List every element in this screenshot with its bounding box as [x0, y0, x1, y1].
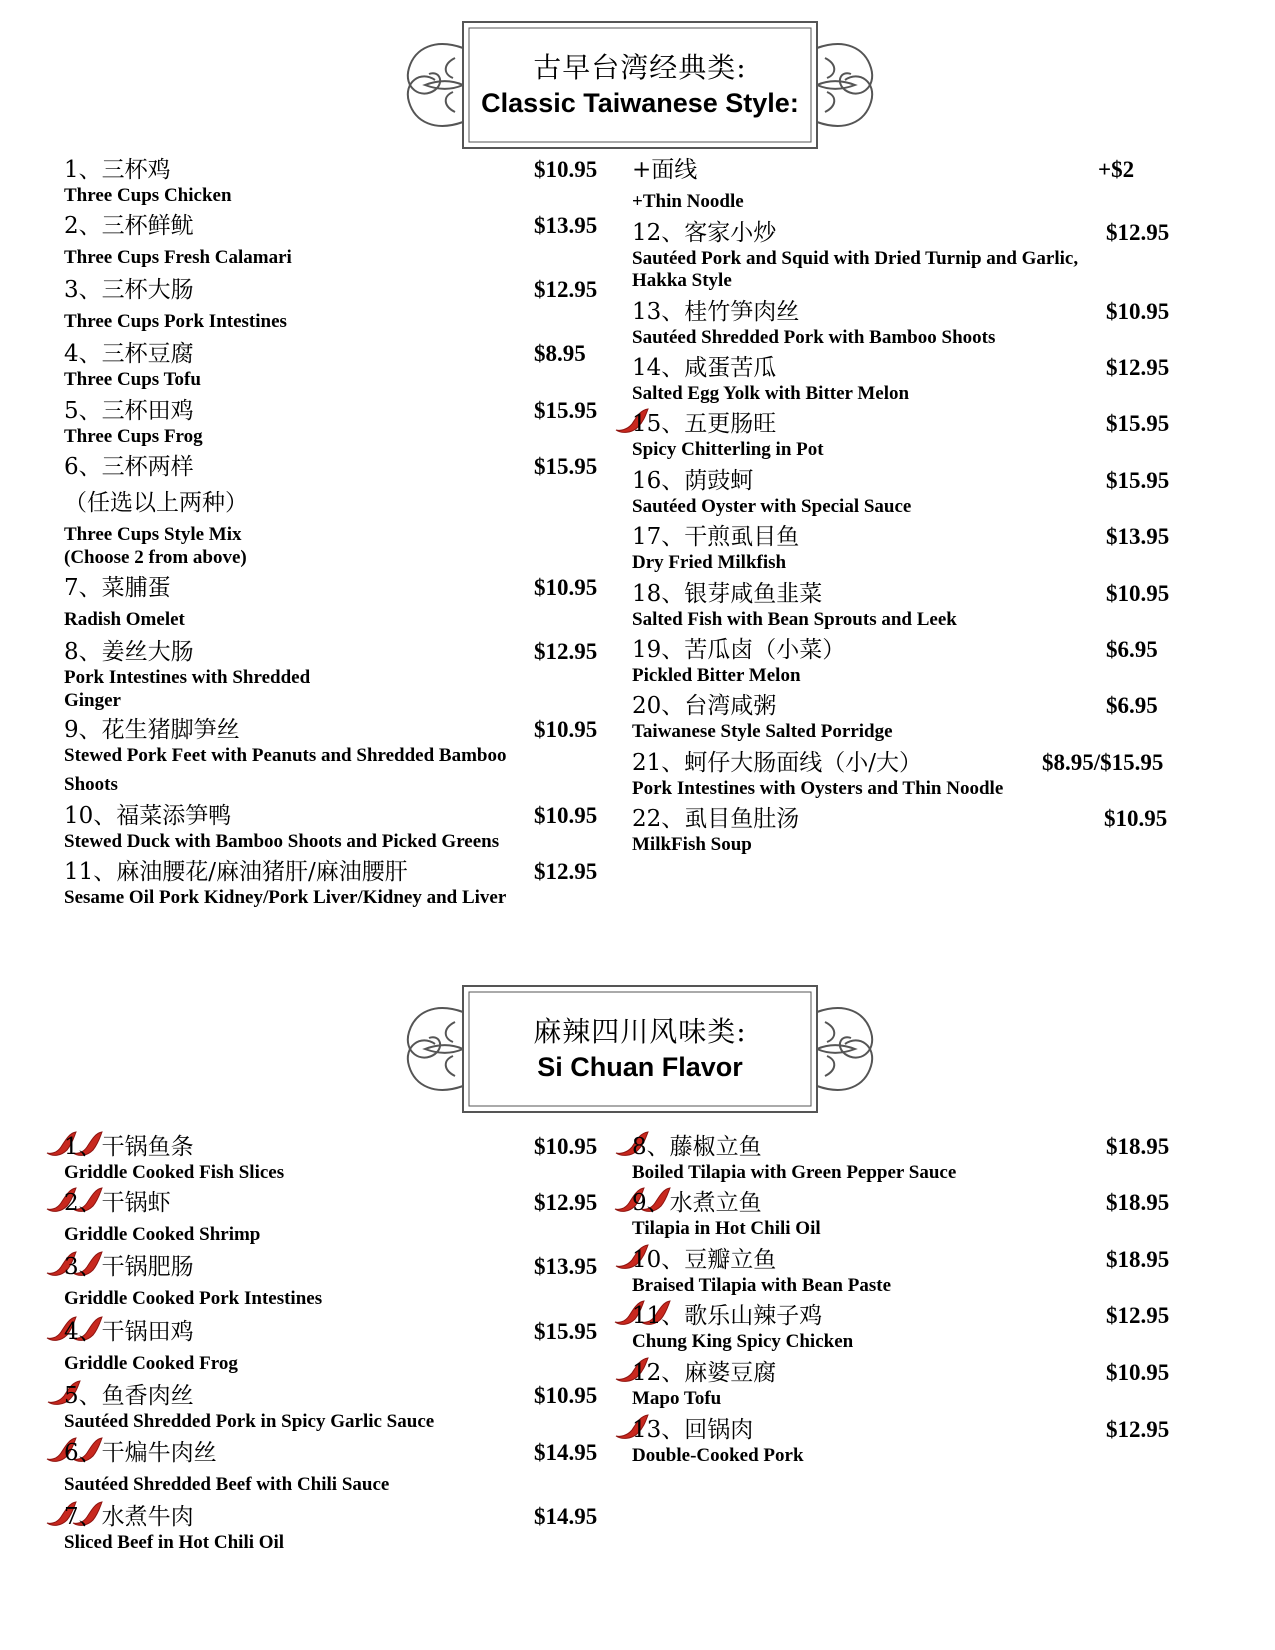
item-name-zh: 18、银芽咸鱼韭菜 — [632, 581, 823, 607]
item-name-zh: 20、台湾咸粥 — [632, 693, 777, 719]
item-name-zh: 9、花生猪脚笋丝 — [64, 717, 240, 743]
item-name-zh: 3、干锅肥肠 — [64, 1254, 194, 1280]
item-price: $12.95 — [1106, 220, 1170, 245]
item-name-zh: 8、姜丝大肠 — [64, 639, 194, 665]
item-name-en: MilkFish Soup — [632, 834, 752, 855]
section-banner — [395, 982, 885, 1116]
item-price: $13.95 — [1106, 524, 1170, 549]
item-price: $18.95 — [1106, 1134, 1170, 1159]
item-name-en: Three Cups Chicken — [64, 185, 232, 206]
item-price: $10.95 — [534, 157, 598, 182]
item-name-en: Salted Egg Yolk with Bitter Melon — [632, 383, 910, 404]
item-price: +$2 — [1098, 157, 1135, 182]
item-name-zh: 12、麻婆豆腐 — [632, 1360, 777, 1386]
item-price: $12.95 — [534, 859, 598, 884]
item-name-zh: 5、鱼香肉丝 — [64, 1383, 194, 1409]
item-name-zh: 22、虱目鱼肚汤 — [632, 806, 800, 832]
item-price: $10.95 — [534, 1134, 598, 1159]
item-name-en: Three Cups Style Mix — [64, 524, 242, 545]
item-name-en: Sesame Oil Pork Kidney/Pork Liver/Kidney and Liver — [64, 887, 507, 908]
item-name-zh: 10、福菜添笋鸭 — [64, 803, 232, 829]
item-price: $12.95 — [1106, 1417, 1170, 1442]
item-price: $10.95 — [534, 803, 598, 828]
item-name-en: Sautéed Shredded Pork in Spicy Garlic Sauce — [64, 1411, 435, 1432]
item-price: $15.95 — [1106, 468, 1170, 493]
item-name-en: Griddle Cooked Fish Slices — [64, 1162, 285, 1183]
item-price: $10.95 — [1106, 299, 1170, 324]
item-name-en-cont: Shoots — [64, 774, 118, 795]
item-name-en-cont: Hakka Style — [632, 270, 732, 291]
item-price: $8.95/$15.95 — [1042, 750, 1164, 775]
item-name-zh: 7、菜脯蛋 — [64, 575, 171, 601]
item-name-en: Pork Intestines with Oysters and Thin Noodle — [632, 778, 1004, 799]
item-name-zh: 1、三杯鸡 — [64, 157, 171, 183]
item-price: $10.95 — [1104, 806, 1168, 831]
item-price: $18.95 — [1106, 1247, 1170, 1272]
section-title-zh: 古早台湾经典类: — [533, 51, 747, 84]
item-name-en: Three Cups Fresh Calamari — [64, 247, 292, 268]
item-name-zh: 11、歌乐山辣子鸡 — [632, 1303, 823, 1329]
item-name-en-note: (Choose 2 from above) — [64, 547, 247, 568]
item-name-zh: 13、回锅肉 — [632, 1417, 754, 1443]
item-name-zh: 8、藤椒立鱼 — [632, 1134, 762, 1160]
item-price: $15.95 — [534, 454, 598, 479]
item-name-zh: 4、三杯豆腐 — [64, 341, 194, 367]
item-name-zh: 15、五更肠旺 — [632, 411, 777, 437]
item-name-zh: 3、三杯大肠 — [64, 277, 194, 303]
item-name-en: Taiwanese Style Salted Porridge — [632, 721, 893, 742]
item-price: $18.95 — [1106, 1190, 1170, 1215]
item-name-en: Double-Cooked Pork — [632, 1445, 804, 1466]
item-price: $14.95 — [534, 1504, 598, 1529]
item-name-en: Chung King Spicy Chicken — [632, 1331, 854, 1352]
item-price: $15.95 — [534, 1319, 598, 1344]
item-name-zh: 14、咸蛋苦瓜 — [632, 355, 777, 381]
item-name-en: Sautéed Oyster with Special Sauce — [632, 496, 912, 517]
item-price: $10.95 — [534, 1383, 598, 1408]
item-name-zh: 9、水煮立鱼 — [632, 1190, 762, 1216]
item-name-en: Boiled Tilapia with Green Pepper Sauce — [632, 1162, 957, 1183]
item-price: $12.95 — [534, 277, 598, 302]
item-name-zh: 21、蚵仔大肠面线（小/大） — [632, 750, 923, 776]
section-title-zh: 麻辣四川风味类: — [533, 1015, 747, 1048]
item-name-zh: 6、三杯两样 — [64, 454, 194, 480]
item-price: $12.95 — [534, 1190, 598, 1215]
item-name-en: Three Cups Frog — [64, 426, 203, 447]
item-name-en: Stewed Pork Feet with Peanuts and Shredded Bamboo — [64, 745, 507, 766]
item-name-zh: 16、荫豉蚵 — [632, 468, 754, 494]
item-name-en: Griddle Cooked Shrimp — [64, 1224, 261, 1245]
item-name-en: Three Cups Pork Intestines — [64, 311, 287, 332]
item-name-en: Spicy Chitterling in Pot — [632, 439, 824, 460]
item-price: $8.95 — [534, 341, 586, 366]
item-price: $15.95 — [1106, 411, 1170, 436]
item-name-zh: 19、苦瓜卤（小菜） — [632, 637, 846, 663]
item-name-en: Sliced Beef in Hot Chili Oil — [64, 1532, 285, 1553]
item-name-en: Sautéed Shredded Beef with Chili Sauce — [64, 1474, 390, 1495]
item-name-zh: 13、桂竹笋肉丝 — [632, 299, 800, 325]
item-name-zh: 2、干锅虾 — [64, 1190, 171, 1216]
item-price: $12.95 — [1106, 355, 1170, 380]
item-name-en: Pickled Bitter Melon — [632, 665, 801, 686]
item-name-zh: 5、三杯田鸡 — [64, 398, 194, 424]
item-name-en: Dry Fried Milkfish — [632, 552, 787, 573]
item-name-en: Three Cups Tofu — [64, 369, 201, 390]
section-banner — [395, 18, 885, 152]
item-name-zh: 7、水煮牛肉 — [64, 1504, 194, 1530]
item-name-en: Griddle Cooked Pork Intestines — [64, 1288, 323, 1309]
item-price: $10.95 — [1106, 581, 1170, 606]
item-name-en: Pork Intestines with Shredded — [64, 667, 311, 688]
item-price: $13.95 — [534, 1254, 598, 1279]
item-name-en: Stewed Duck with Bamboo Shoots and Picked Greens — [64, 831, 500, 852]
item-name-en: Mapo Tofu — [632, 1388, 722, 1409]
item-name-en: Sautéed Shredded Pork with Bamboo Shoots — [632, 327, 996, 348]
item-name-zh: 4、干锅田鸡 — [64, 1319, 194, 1345]
item-name-zh: 11、麻油腰花/麻油猪肝/麻油腰肝 — [64, 859, 408, 885]
item-price: $12.95 — [534, 639, 598, 664]
item-name-zh: 17、干煎虱目鱼 — [632, 524, 800, 550]
item-name-en: Braised Tilapia with Bean Paste — [632, 1275, 891, 1296]
item-name-zh: +面线 — [632, 157, 698, 183]
item-price: $13.95 — [534, 213, 598, 238]
item-price: $6.95 — [1106, 637, 1158, 662]
item-name-en: Sautéed Pork and Squid with Dried Turnip and Garlic, — [632, 248, 1079, 269]
item-price: $14.95 — [534, 1440, 598, 1465]
item-price: $6.95 — [1106, 693, 1158, 718]
item-name-en: +Thin Noodle — [632, 191, 744, 212]
item-name-zh: 2、三杯鲜鱿 — [64, 213, 194, 239]
item-name-en: Tilapia in Hot Chili Oil — [632, 1218, 821, 1239]
item-name-en-cont: Ginger — [64, 690, 121, 711]
item-name-zh: 12、客家小炒 — [632, 220, 777, 246]
item-name-en: Salted Fish with Bean Sprouts and Leek — [632, 609, 957, 630]
section-title-en: Classic Taiwanese Style: — [481, 88, 799, 118]
item-price: $12.95 — [1106, 1303, 1170, 1328]
item-name-zh: 6、干煸牛肉丝 — [64, 1440, 217, 1466]
section-title-en: Si Chuan Flavor — [537, 1052, 743, 1082]
item-name-zh: 1、干锅鱼条 — [64, 1134, 194, 1160]
item-name-en: Radish Omelet — [64, 609, 185, 630]
item-name-en: Griddle Cooked Frog — [64, 1353, 238, 1374]
item-price: $10.95 — [1106, 1360, 1170, 1385]
item-price: $10.95 — [534, 575, 598, 600]
item-name-zh-note: （任选以上两种） — [64, 490, 248, 516]
item-price: $15.95 — [534, 398, 598, 423]
item-price: $10.95 — [534, 717, 598, 742]
item-name-zh: 10、豆瓣立鱼 — [632, 1247, 777, 1273]
